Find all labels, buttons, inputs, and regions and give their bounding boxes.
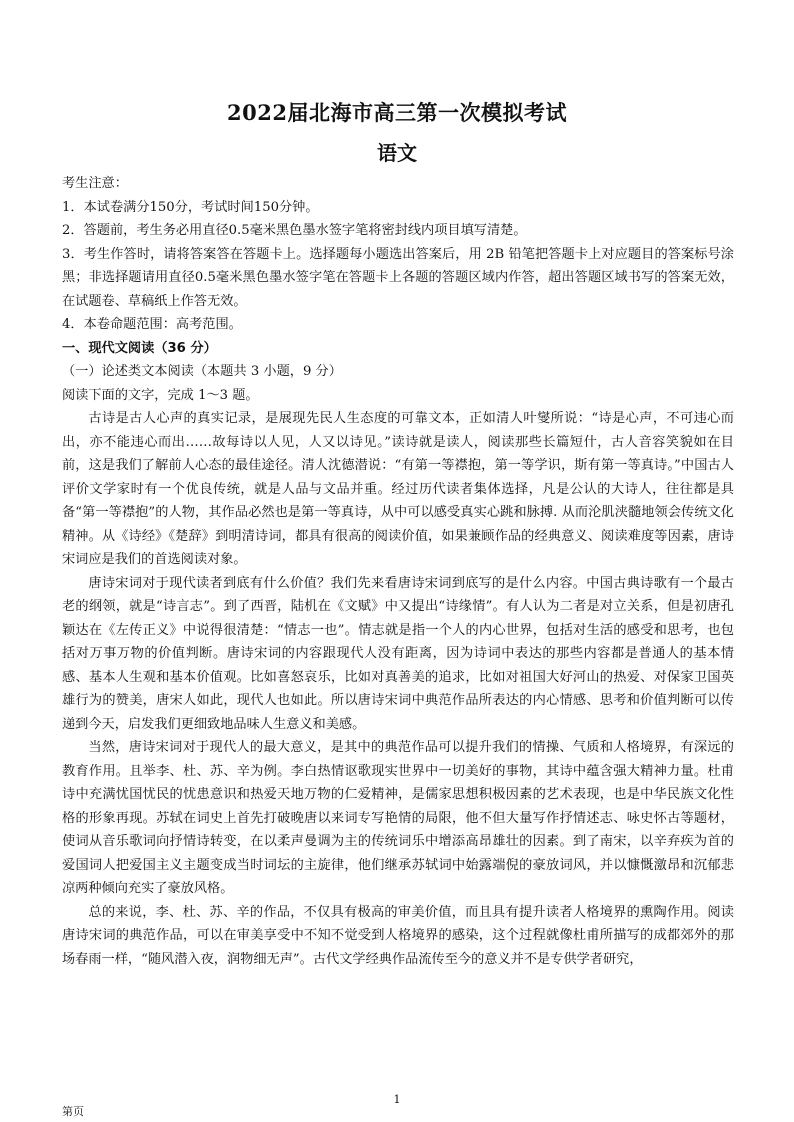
subject-title: 语文 <box>377 141 417 165</box>
notice-item-1: 1．本试卷满分150分，考试时间150分钟。 <box>62 199 319 215</box>
passage-paragraph-3: 当然，唐诗宋词对于现代人的最大意义，是其中的典范作品可以提升我们的情操、气质和人格境界，有深远的教育作用。且举李、杜、苏、辛为例。李白热情讴歌现实世界中一切美好的事物，其诗中蕴含强大精神力量。杜甫诗中充满忧国忧民的忧患意识和热爱天地万物的仁爱精神，是儒家思想积极因素的艺术表现，也是中华民族文化性格的形象再现。苏轼在词史上首先打破晚唐以来词专写艳情的局限，他不但大量写作抒情述志、咏史怀古等题材，使词从音乐歌词向抒情诗转变，在以柔声曼调为主的传统词乐中增添高昂雄壮的因素。到了南宋，以辛弃疾为首的爱国词人把爱国主义主题变成当时词坛的主旋律，他们继承苏轼词中始露端倪的豪放词风，并以慷慨激昂和沉郁悲凉两种倾向充实了豪放风格。 <box>62 740 734 896</box>
notice-heading: 考生注意： <box>62 176 128 191</box>
passage-paragraph-4: 总的来说，李、杜、苏、辛的作品，不仅具有极高的审美价值，而且具有提升读者人格境界的熏陶作用。阅读唐诗宋词的典范作品，可以在审美享受中不知不觉受到人格境界的感染，这个过程就像杜甫所描写的成都郊外的那场春雨一样，“随风潜入夜，润物细无声”。古代文学经典作品流传至今的意义并不是专供学者研究， <box>62 904 734 967</box>
sub-section-heading: （一）论述类文本阅读（本题共 3 小题，9 分） <box>62 364 342 379</box>
notice-item-2: 2．答题前，考生务必用直径0.5毫米黑色墨水签字笔将密封线内项目填写清楚。 <box>62 223 527 238</box>
passage-paragraph-1: 古诗是古人心声的真实记录，是展现先民人生态度的可靠文本，正如清人叶燮所说：“诗是心声，不可违心而出，亦不能违心而出……故每诗以人见，人又以诗见。”读诗就是读人，阅读那些长篇短什，古人音容笑貌如在目前，这是我们了解前人心态的最佳途径。清人沈德潜说：“有第一等襟抱，第一等学识，斯有第一等真诗。”中国古人评价文学家时有一个优良传统，就是人品与文品并重。经过历代读者集体选择，凡是公认的大诗人，往往都是具备“第一等襟抱”的人物，其作品必然也是第一等真诗，从中可以感受真实心跳和脉搏. 从而沦肌浃髓地领会传统文化精神。从《诗经》《楚辞》到明清诗词，都具有很高的阅读价值，如果兼顾作品的经典意义、阅读难度等因素，唐诗宋词应是我们的首选阅读对象。 <box>62 411 734 567</box>
exam-content <box>62 172 734 971</box>
page-number: 1 <box>393 1093 401 1106</box>
notice-item-4: 4．本卷命题范围：高考范围。 <box>62 317 242 332</box>
reading-instruction: 阅读下面的文字，完成 1～3 题。 <box>62 387 259 403</box>
exam-title: 2022届北海市高三第一次模拟考试 <box>227 100 567 125</box>
notice-item-3: 3．考生作答时，请将答案答在答题卡上。选择题每小题选出答案后，用 2B 铅笔把答题卡上对应题目的答案标号涂黑；非选择题请用直径0.5毫米黑色墨水签字笔在答题卡上各题的答题区域内作答，超出答题区域书写的答案无效，在试题卷、草稿纸上作答无效。 <box>62 246 734 309</box>
passage-paragraph-2: 唐诗宋词对于现代读者到底有什么价值？我们先来看唐诗宋词到底写的是什么内容。中国古典诗歌有一个最古老的纲领，就是“诗言志”。到了西晋，陆机在《文赋》中又提出“诗缘情”。有人认为二者是对立关系，但是初唐孔颖达在《左传正义》中说得很清楚：“情志一也”。情志就是指一个人的内心世界，包括对生活的感受和思考，也包括对万事万物的价值判断。唐诗宋词的内容跟现代人没有距离，因为诗词中表达的那些内容都是普通人的基本情感、基本人生观和基本价值观。比如喜怒哀乐，比如对真善美的追求，比如对祖国大好河山的热爱、对保家卫国英雄行为的赞美，唐宋人如此，现代人也如此。所以唐诗宋词中典范作品所表达的内心情感、思考和价值判断可以传递到今天，启发我们更细致地品味人生意义和美感。 <box>62 575 734 732</box>
footer-label: 第页 <box>62 1105 84 1118</box>
section-heading: 一、现代文阅读（36 分） <box>62 340 217 356</box>
